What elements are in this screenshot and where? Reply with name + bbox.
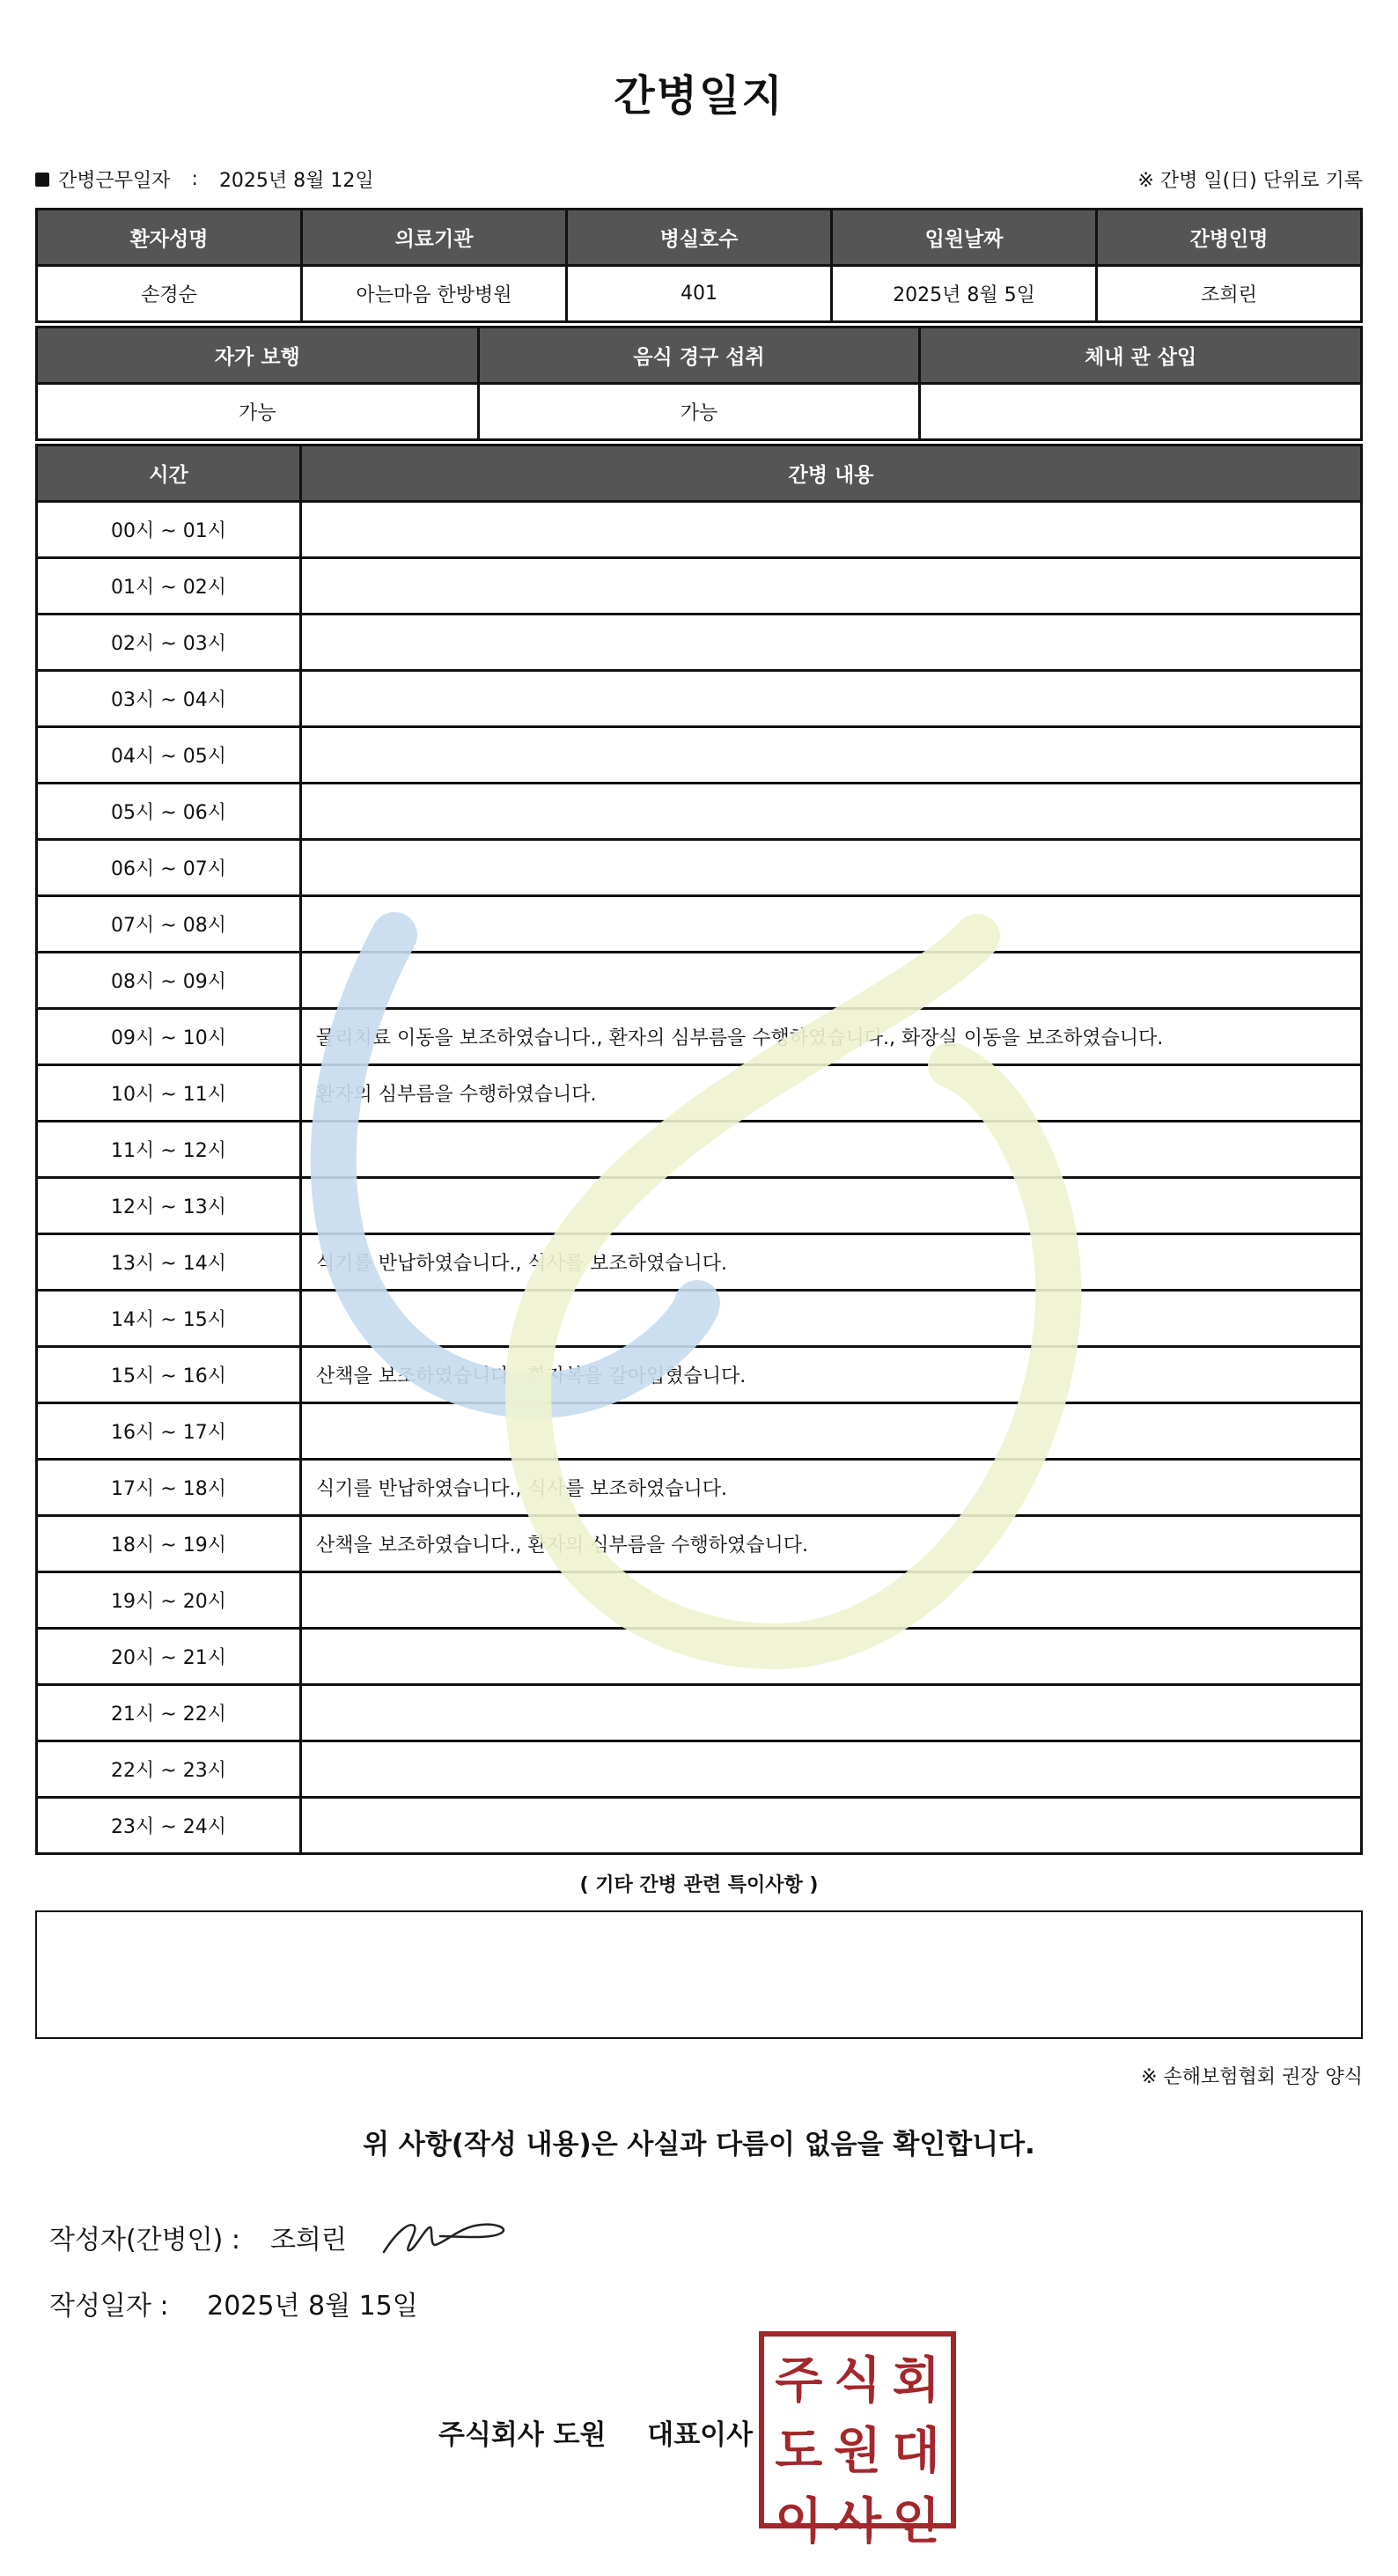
seal-glyph: 사 bbox=[833, 2492, 882, 2550]
table-row bbox=[37, 784, 1362, 840]
unit-note: ※ 간병 일(日) 단위로 기록 bbox=[1137, 170, 1363, 192]
time-cell: 09시 ~ 10시 bbox=[37, 1009, 301, 1065]
caregiver-name-header: 간병인명 bbox=[1097, 210, 1362, 266]
table-row bbox=[37, 1065, 1362, 1122]
time-cell: 08시 ~ 09시 bbox=[37, 953, 301, 1009]
signature-image bbox=[379, 2217, 511, 2257]
hospital-header: 의료기관 bbox=[302, 210, 567, 266]
write-date-value: 2025년 8월 15일 bbox=[207, 2291, 418, 2322]
patient-info-table bbox=[35, 208, 1363, 323]
table-row bbox=[37, 1516, 1362, 1572]
seal-glyph: 이 bbox=[775, 2492, 823, 2550]
table-row bbox=[37, 1403, 1362, 1460]
content-cell: 산책을 보조하였습니다., 환자의 심부름을 수행하였습니다. bbox=[301, 1516, 1362, 1572]
time-cell: 17시 ~ 18시 bbox=[37, 1460, 301, 1516]
seal-glyph: 대 bbox=[892, 2422, 940, 2480]
content-cell bbox=[301, 1178, 1362, 1234]
content-cell bbox=[301, 1798, 1362, 1854]
tube-value bbox=[920, 384, 1362, 440]
seal-glyph: 주 bbox=[775, 2352, 823, 2410]
table-row bbox=[37, 896, 1362, 953]
walking-header: 자가 보행 bbox=[37, 328, 479, 384]
time-cell: 03시 ~ 04시 bbox=[37, 671, 301, 727]
table-row bbox=[37, 1741, 1362, 1798]
hospital-value: 아는마음 한방병원 bbox=[302, 266, 567, 322]
patient-name-value: 손경순 bbox=[37, 266, 302, 322]
content-cell bbox=[301, 615, 1362, 671]
time-cell: 12시 ~ 13시 bbox=[37, 1178, 301, 1234]
seal-glyph: 인 bbox=[892, 2492, 940, 2550]
writer-label: 작성자(간병인) : bbox=[49, 2225, 240, 2256]
time-cell: 13시 ~ 14시 bbox=[37, 1234, 301, 1291]
content-cell: 산책을 보조하였습니다., 환자복을 갈아입혔습니다. bbox=[301, 1347, 1362, 1403]
patient-status-table bbox=[35, 326, 1363, 441]
admission-date-header: 입원날짜 bbox=[832, 210, 1097, 266]
table-row bbox=[37, 1009, 1362, 1065]
time-cell: 15시 ~ 16시 bbox=[37, 1347, 301, 1403]
square-bullet-icon bbox=[35, 173, 49, 187]
oral-intake-value: 가능 bbox=[478, 384, 920, 440]
table-row bbox=[37, 1234, 1362, 1291]
table-row bbox=[37, 558, 1362, 615]
caregiver-name-value: 조희린 bbox=[1097, 266, 1362, 322]
extra-notes-box bbox=[35, 1910, 1363, 2039]
table-row bbox=[37, 671, 1362, 727]
time-header: 시간 bbox=[37, 445, 301, 502]
content-cell bbox=[301, 1741, 1362, 1798]
content-cell: 환자의 심부름을 수행하였습니다. bbox=[301, 1065, 1362, 1122]
table-row bbox=[37, 1798, 1362, 1854]
content-cell bbox=[301, 840, 1362, 896]
table-row bbox=[37, 1178, 1362, 1234]
representative-title: 대표이사 bbox=[647, 2419, 754, 2451]
time-cell: 01시 ~ 02시 bbox=[37, 558, 301, 615]
work-date-row bbox=[35, 166, 374, 193]
oral-intake-header: 음식 경구 섭취 bbox=[478, 328, 920, 384]
content-cell bbox=[301, 1572, 1362, 1629]
tube-header: 체내 관 삽입 bbox=[920, 328, 1362, 384]
writer-name: 조희린 bbox=[269, 2225, 347, 2256]
content-cell bbox=[301, 1403, 1362, 1460]
time-cell: 16시 ~ 17시 bbox=[37, 1403, 301, 1460]
time-cell: 18시 ~ 19시 bbox=[37, 1516, 301, 1572]
company-seal bbox=[759, 2331, 956, 2550]
form-note: ※ 손해보험협회 권장 양식 bbox=[1141, 2066, 1363, 2088]
table-row bbox=[37, 1629, 1362, 1685]
page-title: 간병일지 bbox=[614, 71, 784, 121]
care-log-table bbox=[35, 444, 1363, 1855]
time-cell: 21시 ~ 22시 bbox=[37, 1685, 301, 1741]
company-row bbox=[438, 2412, 753, 2452]
time-cell: 02시 ~ 03시 bbox=[37, 615, 301, 671]
content-cell bbox=[301, 1291, 1362, 1347]
time-cell: 10시 ~ 11시 bbox=[37, 1065, 301, 1122]
content-cell bbox=[301, 1122, 1362, 1178]
content-cell: 식기를 반납하였습니다., 식사를 보조하였습니다. bbox=[301, 1460, 1362, 1516]
table-row bbox=[37, 1685, 1362, 1741]
time-cell: 20시 ~ 21시 bbox=[37, 1629, 301, 1685]
table-row bbox=[37, 727, 1362, 784]
company-name: 주식회사 도원 bbox=[438, 2419, 607, 2451]
seal-glyph: 도 bbox=[775, 2422, 823, 2480]
work-date-separator: : bbox=[191, 168, 198, 190]
time-cell: 07시 ~ 08시 bbox=[37, 896, 301, 953]
content-cell bbox=[301, 953, 1362, 1009]
room-header: 병실호수 bbox=[567, 210, 832, 266]
table-row bbox=[37, 840, 1362, 896]
seal-glyph: 식 bbox=[833, 2352, 882, 2410]
time-cell: 11시 ~ 12시 bbox=[37, 1122, 301, 1178]
work-date-value: 2025년 8월 12일 bbox=[218, 170, 374, 192]
content-cell bbox=[301, 502, 1362, 558]
table-row bbox=[37, 1347, 1362, 1403]
table-row bbox=[37, 953, 1362, 1009]
table-row bbox=[37, 1460, 1362, 1516]
admission-date-value: 2025년 8월 5일 bbox=[832, 266, 1097, 322]
confirmation-statement: 위 사항(작성 내용)은 사실과 다름이 없음을 확인합니다. bbox=[363, 2129, 1035, 2160]
walking-value: 가능 bbox=[37, 384, 479, 440]
time-cell: 23시 ~ 24시 bbox=[37, 1798, 301, 1854]
time-cell: 14시 ~ 15시 bbox=[37, 1291, 301, 1347]
content-cell bbox=[301, 1685, 1362, 1741]
time-cell: 19시 ~ 20시 bbox=[37, 1572, 301, 1629]
content-cell: 식기를 반납하였습니다., 식사를 보조하였습니다. bbox=[301, 1234, 1362, 1291]
content-cell bbox=[301, 558, 1362, 615]
extra-notes-title: ( 기타 간병 관련 특이사항 ) bbox=[579, 1874, 819, 1896]
time-cell: 22시 ~ 23시 bbox=[37, 1741, 301, 1798]
seal-glyph: 회 bbox=[892, 2352, 940, 2410]
patient-name-header: 환자성명 bbox=[37, 210, 302, 266]
write-date-row bbox=[49, 2284, 418, 2322]
time-cell: 00시 ~ 01시 bbox=[37, 502, 301, 558]
table-row bbox=[37, 1122, 1362, 1178]
table-row bbox=[37, 1572, 1362, 1629]
room-value: 401 bbox=[567, 266, 832, 322]
time-cell: 05시 ~ 06시 bbox=[37, 784, 301, 840]
content-cell: 물리치료 이동을 보조하였습니다., 환자의 심부름을 수행하였습니다., 화장실 이동을 보조하였습니다. bbox=[301, 1009, 1362, 1065]
writer-row bbox=[49, 2217, 511, 2257]
table-row bbox=[37, 615, 1362, 671]
content-cell bbox=[301, 784, 1362, 840]
seal-glyph: 원 bbox=[833, 2422, 882, 2480]
write-date-label: 작성일자 : bbox=[49, 2291, 169, 2322]
table-row bbox=[37, 502, 1362, 558]
table-row bbox=[37, 1291, 1362, 1347]
time-cell: 04시 ~ 05시 bbox=[37, 727, 301, 784]
content-cell bbox=[301, 1629, 1362, 1685]
content-header: 간병 내용 bbox=[301, 445, 1362, 502]
content-cell bbox=[301, 896, 1362, 953]
content-cell bbox=[301, 671, 1362, 727]
work-date-label: 간병근무일자 bbox=[58, 170, 171, 192]
time-cell: 06시 ~ 07시 bbox=[37, 840, 301, 896]
content-cell bbox=[301, 727, 1362, 784]
